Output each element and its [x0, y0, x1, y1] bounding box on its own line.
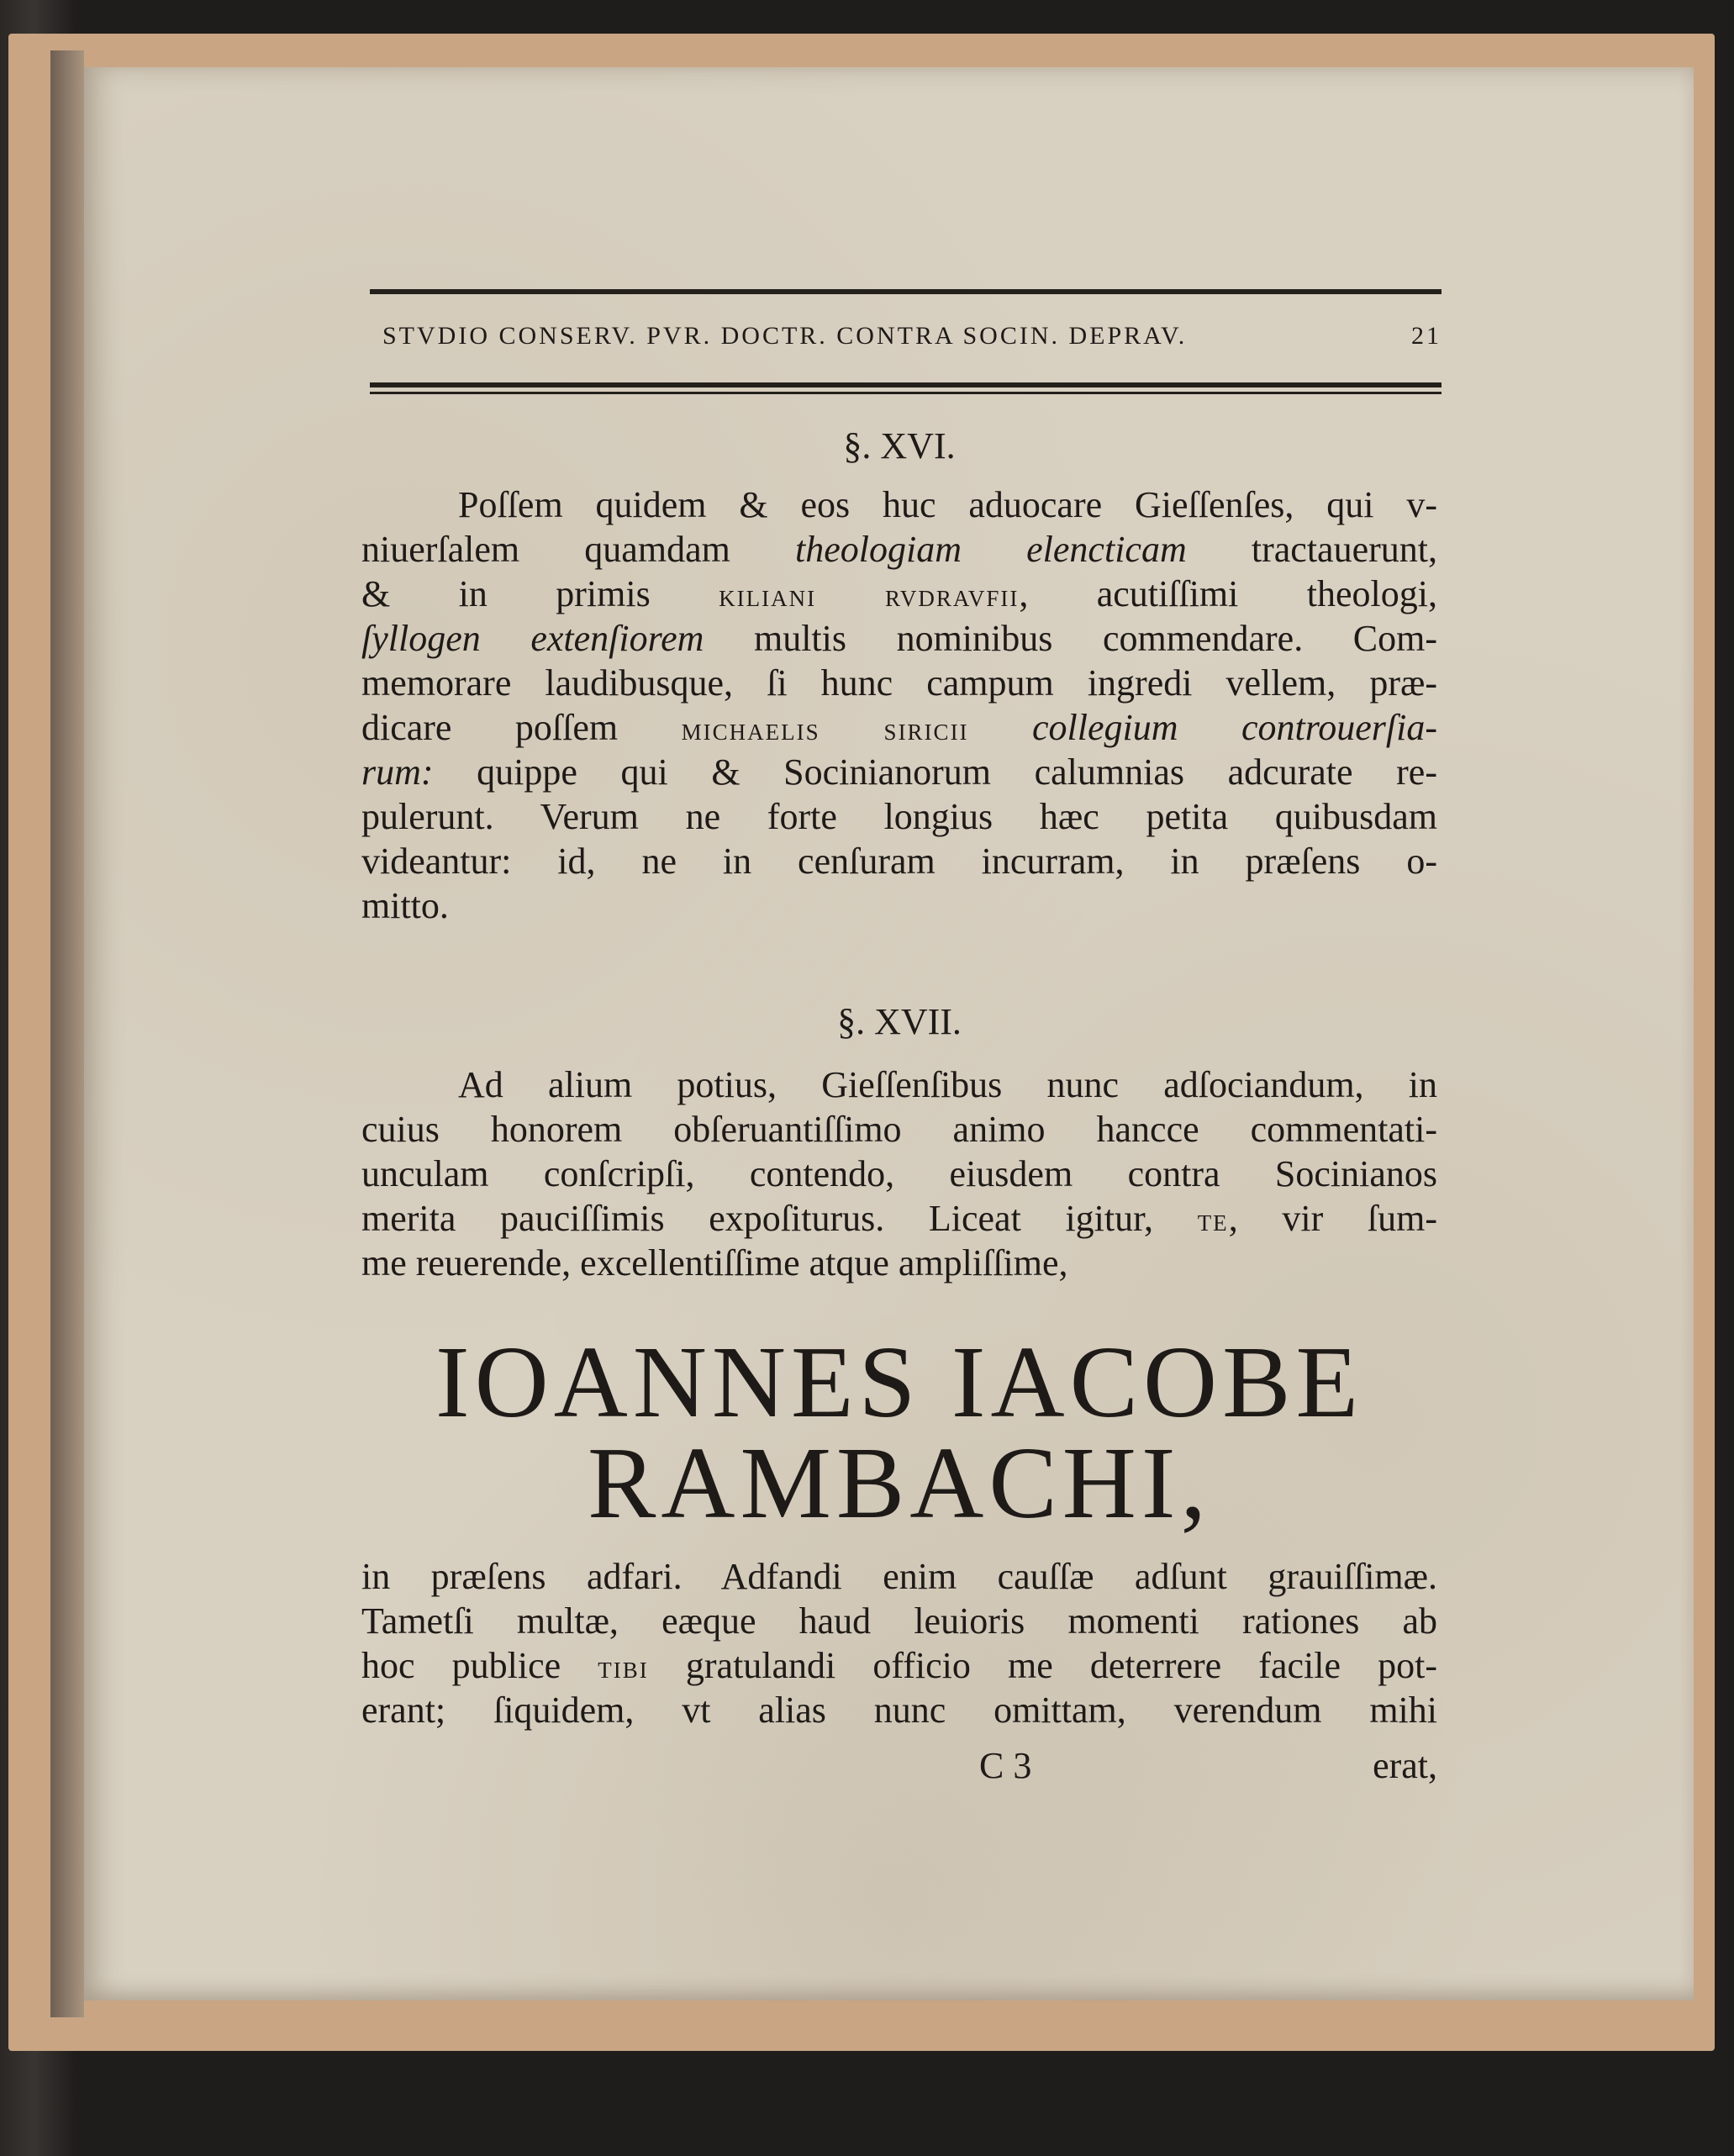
- text-run: Tametſi multæ, eæque haud leuioris momenti rationes ab: [361, 1600, 1437, 1642]
- text-line: [361, 528, 1437, 572]
- italic-title: theologiam elencticam: [795, 529, 1187, 570]
- section-heading-17: §. XVII.: [837, 1001, 962, 1042]
- text-line: [361, 617, 1437, 661]
- text-run: cuius honorem obſeruantiſſimo animo hancce commentati-: [361, 1109, 1437, 1150]
- text-line: [361, 1689, 1437, 1732]
- text-run: dicare poſſem: [361, 707, 682, 748]
- text-run: tractauerunt,: [1186, 529, 1437, 570]
- text-run: niuerſalem quamdam: [361, 529, 795, 570]
- text-run: [969, 707, 1032, 748]
- text-line: [361, 795, 1437, 839]
- text-line: [361, 572, 1437, 618]
- text-run: unculam conſcripſi, contendo, eiusdem contra Socinianos: [361, 1153, 1437, 1194]
- running-head: [382, 322, 1441, 351]
- section-heading-16: §. XVI.: [843, 425, 956, 467]
- text-line: [361, 1600, 1437, 1643]
- small-caps-name: michaelis siricii: [681, 712, 969, 747]
- text-run: , acutiſſimi theologi,: [1019, 573, 1437, 614]
- header-rule-bottom: [370, 382, 1441, 387]
- text-run: me reuerende, excellentiſſime atque ampliſſime,: [361, 1242, 1068, 1284]
- small-caps-name: kiliani rvdravfii: [719, 578, 1020, 614]
- text-run: & in primis: [361, 573, 719, 614]
- running-head-title: STVDIO CONSERV. PVR. DOCTR. CONTRA SOCIN. DEPRAV.: [382, 322, 1188, 350]
- text-run: pulerunt. Verum ne forte longius hæc petita quibusdam: [361, 796, 1437, 837]
- text-line: [361, 662, 1437, 705]
- text-run: Ad alium potius, Gieſſenſibus nunc adſociandum, in: [458, 1064, 1437, 1105]
- italic-title: rum:: [361, 751, 434, 793]
- text-run: mitto.: [361, 885, 449, 926]
- header-rule-top: [370, 289, 1441, 294]
- small-caps-name: te: [1197, 1203, 1229, 1238]
- dedicatee-name-line2: RAMBACHI,: [587, 1426, 1212, 1540]
- text-run: multis nominibus commendare. Com-: [704, 618, 1438, 659]
- text-run: erant; ſiquidem, vt alias nunc omittam, verendum mihi: [361, 1689, 1437, 1731]
- dedicatee-name-line1: IOANNES IACOBE: [435, 1326, 1364, 1439]
- text-line: [361, 1241, 1068, 1285]
- text-line: [361, 1644, 1437, 1689]
- text-line: [361, 1555, 1437, 1599]
- small-caps-name: tibi: [598, 1650, 649, 1685]
- text-line: [361, 1197, 1437, 1242]
- italic-title: collegium controuerſia-: [1032, 707, 1437, 748]
- text-run: gratulandi officio me deterrere facile pot-: [648, 1645, 1437, 1686]
- text-run: quippe qui & Socinianorum calumnias adcurate re-: [433, 751, 1437, 793]
- header-rule-bottom-thin: [370, 392, 1441, 394]
- text-run: Poſſem quidem & eos huc aduocare Gieſſenſes, qui v-: [458, 484, 1437, 525]
- text-run: hoc publice: [361, 1645, 598, 1686]
- text-line: [361, 840, 1437, 883]
- text-run: memorare laudibusque, ſi hunc campum ingredi vellem, præ-: [361, 662, 1437, 704]
- italic-title: ſyllogen extenſiorem: [361, 618, 704, 659]
- catchword: erat,: [1373, 1745, 1437, 1786]
- text-line: [361, 1152, 1437, 1196]
- text-run: videantur: id, ne in cenſuram incurram, in præſens o-: [361, 841, 1437, 882]
- text-line: [361, 884, 449, 928]
- signature-mark: C 3: [979, 1745, 1032, 1786]
- text-run: in præſens adfari. Adfandi enim cauſſæ adſunt grauiſſimæ.: [361, 1556, 1437, 1597]
- text-run: , vir ſum-: [1228, 1198, 1437, 1239]
- text-line: [458, 483, 1437, 527]
- page-number: 21: [1411, 322, 1441, 350]
- text-line: [361, 1108, 1437, 1152]
- text-line: [361, 751, 1437, 794]
- text-run: merita pauciſſimis expoſiturus. Liceat igitur,: [361, 1198, 1198, 1239]
- text-line: [458, 1063, 1437, 1107]
- page-gutter: [50, 50, 84, 2017]
- text-line: [361, 706, 1437, 751]
